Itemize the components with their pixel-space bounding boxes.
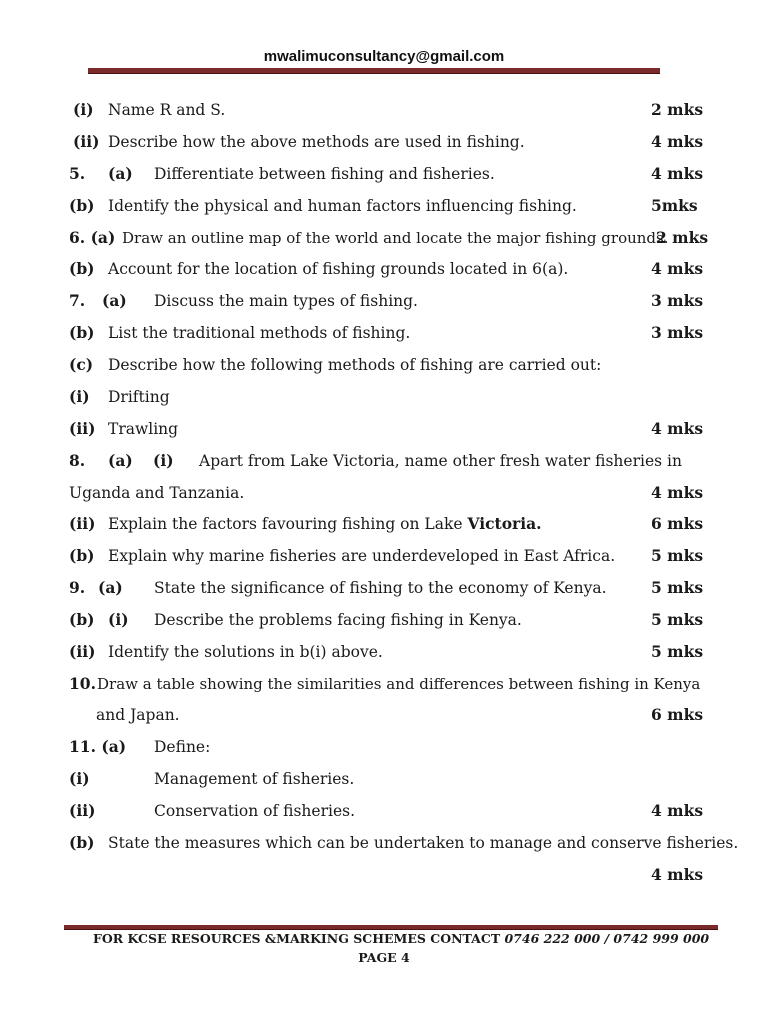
question-text: State the measures which can be undertaken to manage and conserve fisheries. [108, 834, 739, 852]
marks: 6 mks [651, 705, 704, 724]
question-label: 11. (a) [69, 737, 127, 756]
question-label: (ii) [69, 801, 96, 820]
marks: 5 mks [651, 642, 704, 661]
question-line [0, 768, 768, 790]
question-number: 7. [69, 291, 86, 310]
question-number: 5. [69, 164, 86, 183]
question-text: Name R and S. [108, 101, 226, 119]
question-label: (b) [69, 196, 95, 215]
marks: 4 mks [651, 164, 704, 183]
question-label: (ii) [69, 642, 96, 661]
question-label: (a) [108, 451, 133, 470]
question-text-plain: Explain the factors favouring fishing on Lake [108, 515, 468, 533]
marks: 4 mks [651, 801, 704, 820]
question-line [0, 482, 768, 504]
question-label: (b) [69, 546, 95, 565]
question-label: (b) [69, 259, 95, 278]
question-label: (i) [73, 100, 94, 119]
question-label: (a) [98, 578, 123, 597]
marks: 5 mks [651, 546, 704, 565]
question-label: (ii) [69, 419, 96, 438]
marks: 4 mks [651, 259, 704, 278]
question-line [0, 418, 768, 440]
question-number: 8. [69, 451, 86, 470]
question-line [0, 609, 768, 631]
question-line [0, 290, 768, 312]
marks: 5mks [651, 196, 698, 215]
footer-label: FOR KCSE RESOURCES &MARKING SCHEMES CONTACT [93, 931, 505, 946]
question-text-bold: Victoria. [467, 514, 542, 533]
question-text: Describe how the above methods are used in fishing. [108, 133, 525, 151]
question-text: Describe the problems facing fishing in Kenya. [154, 611, 522, 629]
marks: 4 mks [651, 865, 704, 884]
question-line [0, 131, 768, 153]
question-text: Uganda and Tanzania. [69, 484, 245, 502]
footer-contact [93, 931, 709, 946]
question-label: (ii) [69, 514, 96, 533]
question-line [0, 163, 768, 185]
question-text: Explain why marine fisheries are underdeveloped in East Africa. [108, 547, 616, 565]
question-line [0, 386, 768, 408]
marks: 4 mks [651, 132, 704, 151]
question-number: 10. [69, 674, 96, 693]
header-email: mwalimuconsultancy@gmail.com [263, 48, 505, 65]
question-text: Describe how the following methods of fishing are carried out: [108, 356, 602, 374]
question-text: Identify the solutions in b(i) above. [108, 643, 383, 661]
question-label: (c) [69, 355, 94, 374]
header-divider [88, 68, 660, 74]
question-line [0, 641, 768, 663]
question-line [0, 354, 768, 376]
question-text: Apart from Lake Victoria, name other fresh water fisheries in [199, 452, 682, 470]
question-label: (b) [69, 610, 95, 629]
question-text: Identify the physical and human factors influencing fishing. [108, 197, 577, 215]
question-text: Drifting [108, 388, 170, 406]
question-text: Differentiate between fishing and fisheries. [154, 165, 495, 183]
question-label: (i) [69, 387, 90, 406]
question-label: 6. (a) [69, 228, 116, 247]
page-number: PAGE 4 [358, 950, 410, 965]
marks: 5 mks [651, 578, 704, 597]
question-text: Management of fisheries. [154, 770, 355, 788]
question-text: List the traditional methods of fishing. [108, 324, 411, 342]
question-text: Conservation of fisheries. [154, 802, 356, 820]
marks: 5 mks [651, 610, 704, 629]
question-line [0, 195, 768, 217]
question-line [0, 832, 768, 854]
footer-phones: 0746 222 000 / 0742 999 000 [504, 931, 710, 946]
question-label: (b) [69, 833, 95, 852]
question-label: (ii) [73, 132, 100, 151]
question-line [0, 322, 768, 344]
question-label: (a) [102, 291, 127, 310]
marks: 4 mks [651, 419, 704, 438]
question-line [0, 577, 768, 599]
question-label: (a) [108, 164, 133, 183]
question-text [108, 513, 542, 535]
question-line [0, 736, 768, 758]
question-label: (b) [69, 323, 95, 342]
question-line [0, 450, 768, 472]
question-line [0, 258, 768, 280]
question-line [0, 545, 768, 567]
question-text: Draw an outline map of the world and locate the major fishing grounds. [122, 229, 669, 247]
marks: 2 mks [656, 228, 709, 247]
question-line [0, 704, 768, 726]
question-line [0, 864, 768, 886]
question-line [0, 800, 768, 822]
question-line [0, 513, 768, 535]
footer-divider [64, 925, 718, 930]
question-line [0, 227, 768, 249]
question-text: Discuss the main types of fishing. [154, 292, 418, 310]
question-text: Trawling [108, 420, 179, 438]
marks: 3 mks [651, 291, 704, 310]
question-sublabel: (i) [108, 610, 129, 629]
question-line [0, 673, 768, 695]
marks: 4 mks [651, 483, 704, 502]
marks: 3 mks [651, 323, 704, 342]
question-label: (i) [69, 769, 90, 788]
question-number: 9. [69, 578, 86, 597]
question-line [0, 99, 768, 121]
question-text: State the significance of fishing to the economy of Kenya. [154, 579, 607, 597]
marks: 6 mks [651, 514, 704, 533]
question-text: Account for the location of fishing grounds located in 6(a). [108, 260, 569, 278]
question-text: Draw a table showing the similarities and differences between fishing in Kenya [97, 675, 701, 693]
marks: 2 mks [651, 100, 704, 119]
question-text: Define: [154, 738, 211, 756]
question-text: and Japan. [96, 706, 180, 724]
question-sublabel: (i) [153, 451, 174, 470]
